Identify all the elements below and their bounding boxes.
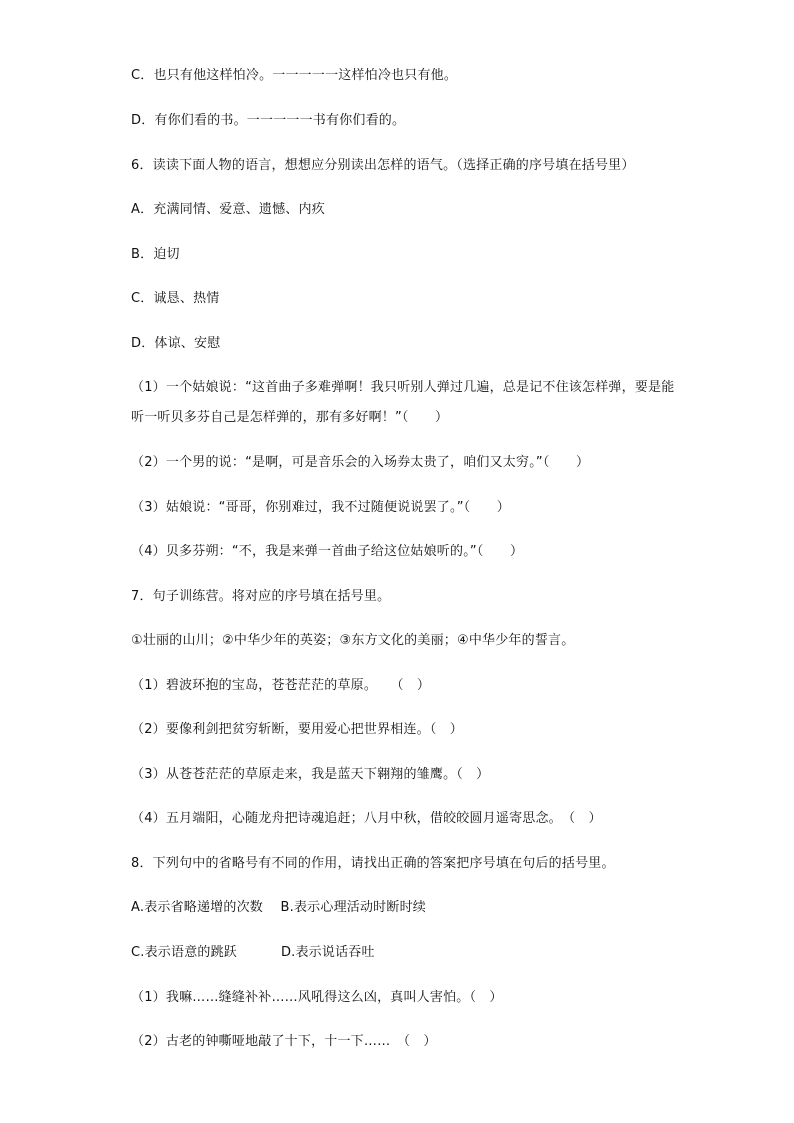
- q8-item-1: （1）我嘛……缝缝补补……风吼得这么凶，真叫人害怕。（ ）: [131, 990, 503, 1005]
- q8-item-2: （2）古老的钟嘶哑地敲了十下，十一下…… （ ）: [131, 1034, 437, 1049]
- q6-option-a: A．充满同情、爱意、遗憾、内疚: [131, 202, 325, 217]
- option-d-line: D．有你们看的书。一一一一一书有你们看的。: [131, 113, 406, 128]
- q6-option-b: B．迫切: [131, 247, 180, 262]
- q6-item-2: （2）一个男的说：“是啊，可是音乐会的入场券太贵了，咱们又太穷。”（ ）: [131, 455, 590, 470]
- q8-options-cd: C.表示语意的跳跃 D.表示说话吞吐: [131, 945, 375, 960]
- question-6-title: 6．读读下面人物的语言，想想应分别读出怎样的语气。（选择正确的序号填在括号里）: [131, 158, 635, 173]
- q6-item-3: （3）姑娘说：“哥哥，你别难过，我不过随便说说罢了。”（ ）: [131, 500, 510, 515]
- q7-options: ①壮丽的山川；②中华少年的英姿；③东方文化的美丽；④中华少年的誓言。: [131, 633, 575, 648]
- q6-option-d: D．体谅、安慰: [131, 336, 221, 351]
- q6-item-1: （1）一个姑娘说：“这首曲子多难弹啊！我只听别人弹过几遍，总是记不住该怎样弹，要是能听一听贝多芬自己是怎样弹的，那有多好啊！”（ ）: [131, 380, 675, 425]
- q7-item-2: （2）要像利剑把贫穷斩断，要用爱心把世界相连。（ ）: [131, 722, 463, 737]
- q6-option-c: C．诚恳、热情: [131, 291, 220, 306]
- option-c-line: C．也只有他这样怕冷。一一一一一这样怕冷也只有他。: [131, 68, 458, 83]
- q6-item-4: （4）贝多芬朔：“不，我是来弹一首曲子给这位姑娘听的。”（ ）: [131, 544, 524, 559]
- question-7-title: 7．句子训练营。将对应的序号填在括号里。: [131, 589, 391, 604]
- q7-item-3: （3）从苍苍茫茫的草原走来，我是蓝天下翱翔的雏鹰。（ ）: [131, 767, 490, 782]
- q7-item-1: （1）碧波环抱的宝岛，苍苍茫茫的草原。 （ ）: [131, 678, 431, 693]
- q8-options-ab: A.表示省略递增的次数 B.表示心理活动时断时续: [131, 900, 426, 915]
- question-8-title: 8．下列句中的省略号有不同的作用，请找出正确的答案把序号填在句后的括号里。: [131, 856, 615, 871]
- q7-item-4: （4）五月端阳，心随龙舟把诗魂追赶；八月中秋，借皎皎圆月遥寄思念。 （ ）: [131, 811, 602, 826]
